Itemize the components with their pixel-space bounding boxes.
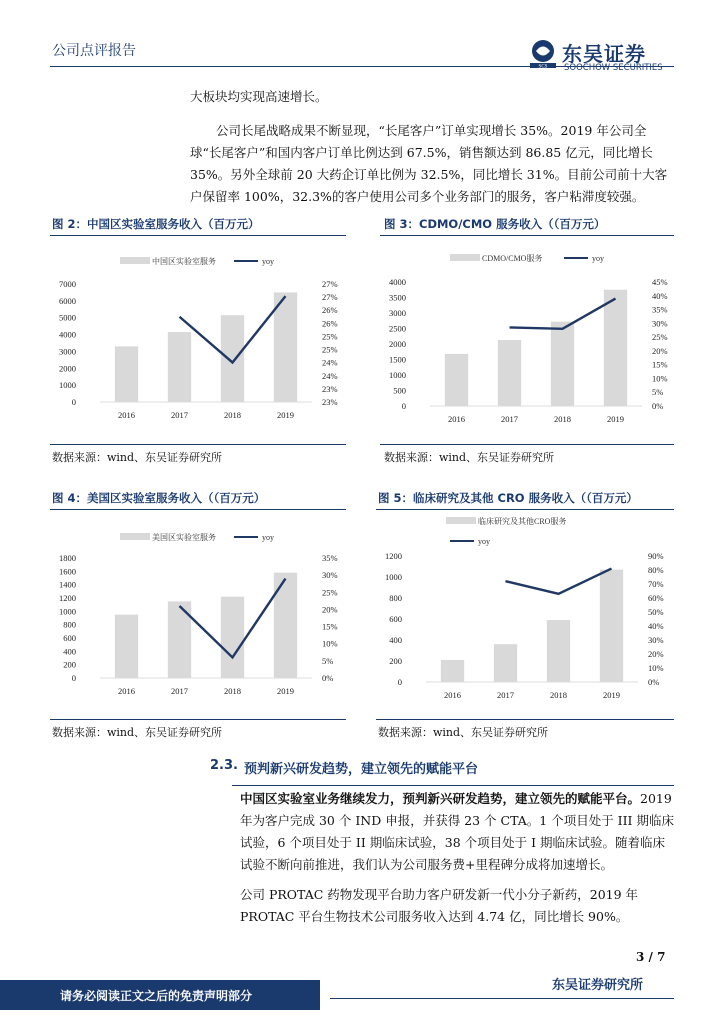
y2-tick-label: 35% — [322, 553, 338, 563]
y2-tick-label: 0% — [648, 677, 660, 687]
legend-label: yoy — [478, 537, 490, 546]
chart-source-2: 数据来源：wind、东吴证券研究所 — [52, 451, 223, 464]
intro-line: 大板块均实现高速增长。 — [190, 89, 328, 104]
y2-tick-label: 40% — [652, 290, 668, 301]
x-tick-label: 2018 — [224, 686, 241, 696]
x-tick-label: 2018 — [224, 410, 241, 420]
y2-tick-label: 10% — [322, 638, 338, 649]
bar — [547, 620, 570, 682]
y2-tick-label: 23% — [322, 383, 338, 394]
y2-tick-label: 5% — [322, 655, 334, 666]
y-tick-label: 7000 — [59, 279, 76, 289]
footer-org: 东吴证券研究所 — [552, 978, 644, 993]
y2-tick-label: 80% — [648, 565, 664, 575]
x-tick-label: 2016 — [444, 690, 461, 700]
logo-subtext: SOOCHOW SECURITIES — [564, 63, 663, 73]
y-tick-label: 6000 — [59, 295, 76, 306]
y-tick-label: 600 — [63, 633, 76, 643]
y2-tick-label: 20% — [322, 604, 338, 615]
y-tick-label: 1000 — [59, 606, 76, 617]
y-tick-label: 4000 — [59, 329, 76, 340]
logo-icon — [528, 38, 558, 68]
bar — [274, 573, 297, 678]
y2-tick-label: 10% — [652, 373, 668, 384]
y2-tick-label: 15% — [322, 621, 338, 632]
report-type: 公司点评报告 — [52, 43, 136, 59]
legend-swatch-bar — [120, 257, 150, 264]
chart-rule — [50, 444, 346, 445]
y-tick-label: 2000 — [59, 363, 76, 374]
y-tick-label: 4000 — [389, 277, 406, 287]
y-tick-label: 1600 — [59, 566, 76, 577]
y2-tick-label: 20% — [648, 649, 664, 659]
chart-us-lab — [50, 518, 350, 718]
y2-tick-label: 20% — [652, 345, 668, 356]
chart-rule — [50, 235, 346, 236]
y-tick-label: 0 — [401, 401, 406, 411]
y2-tick-label: 90% — [648, 551, 664, 561]
y-tick-label: 400 — [63, 646, 76, 657]
footer-rule — [330, 998, 674, 999]
y-tick-label: 800 — [63, 619, 76, 630]
chart-title-3: 图 3：CDMO/CMO 服务收入（（百万元） — [384, 217, 606, 231]
chart-source-4: 数据来源：wind、东吴证券研究所 — [52, 726, 223, 739]
bar — [445, 354, 468, 406]
section-lead: 中国区实验室业务继续发力，预判新兴研发趋势，建立领先的赋能平台。 — [240, 791, 641, 806]
x-tick-label: 2016 — [118, 686, 135, 696]
section-paragraph-1 — [240, 788, 674, 876]
bar — [115, 615, 138, 678]
x-tick-label: 2016 — [448, 414, 465, 424]
legend-label: CDMO/CMO服务 — [482, 254, 543, 263]
y2-tick-label: 30% — [322, 570, 338, 581]
y-tick-label: 1200 — [59, 593, 76, 603]
bar — [221, 315, 244, 402]
y2-tick-label: 40% — [648, 621, 664, 631]
y-tick-label: 200 — [389, 656, 402, 666]
y-tick-label: 0 — [71, 397, 76, 407]
y2-tick-label: 24% — [322, 370, 338, 381]
y2-tick-label: 50% — [648, 607, 664, 617]
y-tick-label: 3000 — [389, 308, 406, 318]
y2-tick-label: 10% — [648, 663, 664, 673]
y-tick-label: 0 — [71, 673, 76, 683]
y2-tick-label: 25% — [322, 331, 338, 342]
chart-cdmo — [380, 240, 680, 440]
chart-source-5: 数据来源：wind、东吴证券研究所 — [378, 726, 549, 739]
chart-rule — [50, 509, 346, 510]
legend-label: 美国区实验室服务 — [152, 533, 216, 542]
x-tick-label: 2017 — [171, 410, 188, 420]
bar — [604, 290, 627, 406]
legend-label: yoy — [262, 533, 274, 542]
chart-title-2: 图 2：中国区实验室服务收入（百万元） — [52, 217, 260, 231]
chart-rule — [376, 719, 674, 720]
y-tick-label: 1000 — [385, 572, 402, 582]
y-tick-label: 1400 — [59, 579, 76, 590]
bar — [551, 322, 574, 406]
y-tick-label: 3500 — [389, 292, 406, 303]
chart-clinical-cro — [376, 512, 676, 718]
chart-rule — [376, 509, 674, 510]
y2-tick-label: 45% — [652, 277, 668, 287]
section-paragraph-2: 公司 PROTAC 药物发现平台助力客户研发新一代小分子新药，2019 年 PROTAC 平台生物技术公司服务收入达到 4.74 亿，同比增长 90%。 — [240, 887, 639, 924]
y2-tick-label: 25% — [652, 332, 668, 343]
x-tick-label: 2017 — [171, 686, 188, 696]
y-tick-label: 5000 — [59, 312, 76, 323]
bar — [274, 292, 297, 402]
y2-tick-label: 5% — [652, 387, 664, 398]
legend-label: yoy — [592, 254, 604, 263]
legend-swatch-bar — [450, 254, 480, 261]
y2-tick-label: 15% — [652, 359, 668, 370]
y2-tick-label: 26% — [322, 318, 338, 329]
y2-tick-label: 0% — [322, 673, 334, 683]
x-tick-label: 2016 — [118, 410, 135, 420]
bar — [115, 346, 138, 402]
y-tick-label: 500 — [393, 385, 406, 396]
y-tick-label: 0 — [397, 677, 402, 687]
y-tick-label: 1000 — [59, 380, 76, 391]
y2-tick-label: 27% — [322, 292, 338, 303]
x-tick-label: 2019 — [277, 686, 294, 696]
bar — [498, 340, 521, 406]
chart-rule — [380, 444, 674, 445]
bar — [168, 332, 191, 402]
logo-text: 东吴证券 — [562, 42, 646, 66]
x-tick-label: 2019 — [607, 414, 624, 424]
y-tick-label: 1200 — [385, 551, 402, 561]
chart-title-5: 图 5：临床研究及其他 CRO 服务收入（（百万元） — [378, 491, 638, 505]
y-tick-label: 2000 — [389, 339, 406, 349]
y2-tick-label: 27% — [322, 279, 338, 289]
legend-label: yoy — [262, 257, 274, 266]
y-tick-label: 2500 — [389, 323, 406, 334]
y2-tick-label: 23% — [322, 397, 338, 407]
y-tick-label: 3000 — [59, 346, 76, 357]
x-tick-label: 2019 — [603, 690, 620, 700]
x-tick-label: 2019 — [277, 410, 294, 420]
section-body: 2019 年为客户完成 30 个 IND 申报，并获得 23 个 CTA。1 个项目处于 III 期临床试验，6 个项目处于 II 期临床试验，38 个项目处于 I 期临床试验。随着临床试验不断向前推进，我们认为公司服务费+里程碑分成将加速增长。 — [240, 791, 674, 872]
x-tick-label: 2017 — [501, 414, 518, 424]
chart-title-4: 图 4：美国区实验室服务收入（（百万元） — [52, 491, 266, 505]
section-number: 2.3. — [210, 758, 238, 773]
y2-tick-label: 0% — [652, 401, 664, 411]
y-tick-label: 1800 — [59, 553, 76, 563]
chart-rule — [380, 235, 674, 236]
section-title: 预判新兴研发趋势，建立领先的赋能平台 — [244, 762, 479, 777]
bar — [600, 570, 623, 682]
y2-tick-label: 35% — [652, 304, 668, 315]
chart-rule — [50, 719, 346, 720]
y-tick-label: 600 — [389, 614, 402, 624]
y2-tick-label: 24% — [322, 357, 338, 368]
bar — [494, 644, 517, 682]
intro-paragraph: 公司长尾战略成果不断显现，“长尾客户”订单实现增长 35%。2019 年公司全球“长尾客户”和国内客户订单比例达到 67.5%，销售额达到 86.85 亿元，同比增长 35%。另外全球前 20 大药企订单比例为 32.5%，同比增长 31%。目前公司前十大客户保留率 100%，32.3%的客户使用公司多个业务部门的服务，客户粘滞度较强。 — [190, 123, 668, 204]
yoy-line — [506, 569, 612, 594]
y2-tick-label: 30% — [648, 635, 664, 645]
x-tick-label: 2018 — [554, 414, 571, 424]
y2-tick-label: 26% — [322, 305, 338, 316]
y-tick-label: 1500 — [389, 354, 406, 365]
y2-tick-label: 25% — [322, 344, 338, 355]
y2-tick-label: 70% — [648, 579, 664, 589]
section-rule — [232, 785, 674, 786]
y2-tick-label: 25% — [322, 587, 338, 598]
y-tick-label: 800 — [389, 593, 402, 603]
page-number: 3 / 7 — [636, 950, 666, 964]
logo-mark: SCS — [538, 64, 548, 68]
legend-label: 中国区实验室服务 — [152, 257, 216, 266]
x-tick-label: 2017 — [497, 690, 514, 700]
legend-label: 临床研究及其他CRO服务 — [478, 517, 567, 526]
legend-swatch-bar — [446, 517, 476, 524]
y-tick-label: 1000 — [389, 370, 406, 380]
y-tick-label: 400 — [389, 635, 402, 645]
chart-china-lab — [50, 240, 350, 440]
disclaimer-text: 请务必阅读正文之后的免责声明部分 — [60, 989, 253, 1003]
chart-source-3: 数据来源：wind、东吴证券研究所 — [384, 451, 555, 464]
bar — [221, 597, 244, 678]
bar — [441, 660, 464, 682]
y2-tick-label: 60% — [648, 593, 664, 603]
x-tick-label: 2018 — [550, 690, 567, 700]
y2-tick-label: 30% — [652, 318, 668, 329]
y-tick-label: 200 — [63, 659, 76, 670]
legend-swatch-bar — [120, 533, 150, 540]
